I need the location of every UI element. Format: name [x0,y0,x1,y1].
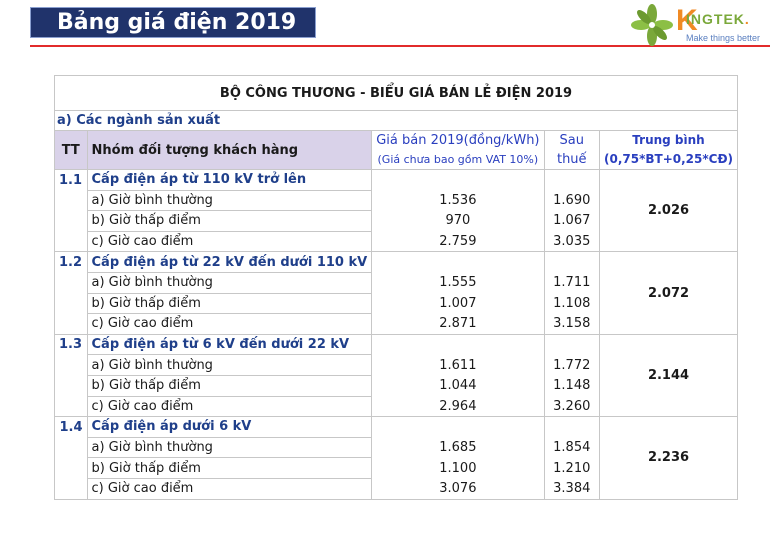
kingtek-logo [630,4,775,48]
group-number: 1.4 [55,417,88,438]
col-header-tax: Sau [544,131,600,151]
table-row: c) Giờ cao điểm 3.076 3.384 [55,478,738,499]
col-header-price: Giá bán 2019(đồng/kWh) [372,131,544,151]
table-row: c) Giờ cao điểm 2.759 3.035 [55,231,738,252]
group-average: 2.026 [600,170,738,252]
table-row: c) Giờ cao điểm 2.871 3.158 [55,314,738,335]
group-name: Cấp điện áp dưới 6 kV [87,417,372,438]
col-header-price-note: (Giá chưa bao gồm VAT 10%) [372,150,544,170]
group-name: Cấp điện áp từ 110 kV trở lên [87,170,372,191]
group-average: 2.072 [600,252,738,334]
logo-letter-k: K [676,4,698,37]
col-header-tt: TT [55,131,88,170]
group-name: Cấp điện áp từ 6 kV đến dưới 22 kV [87,334,372,355]
slide-title: Bảng giá điện 2019 [30,7,316,38]
group-average: 2.144 [600,334,738,416]
group-name: Cấp điện áp từ 22 kV đến dưới 110 kV [87,252,372,273]
col-header-tax-line2: thuế [544,150,600,170]
logo-name: INGTEK. [686,11,750,27]
table-row: a) Giờ bình thường 1.685 1.854 [55,437,738,458]
table-row: b) Giờ thấp điểm 1.044 1.148 [55,375,738,396]
table-row: b) Giờ thấp điểm 1.007 1.108 [55,293,738,314]
group-number: 1.2 [55,252,88,273]
table-row: c) Giờ cao điểm 2.964 3.260 [55,396,738,417]
table-row: a) Giờ bình thường 1.555 1.711 [55,272,738,293]
table-row: b) Giờ thấp điểm 970 1.067 [55,211,738,232]
col-header-avg: Trung bình [600,131,738,151]
table-row: b) Giờ thấp điểm 1.100 1.210 [55,458,738,479]
table-row: a) Giờ bình thường 1.536 1.690 [55,190,738,211]
group-number: 1.1 [55,170,88,191]
table-title: BỘ CÔNG THƯƠNG - BIỂU GIÁ BÁN LẺ ĐIỆN 2019 [55,76,738,111]
logo-tagline: Make things better [686,33,761,43]
price-table [54,75,738,500]
group-average: 2.236 [600,417,738,499]
group-number: 1.3 [55,334,88,355]
leaf-flower-icon [630,4,674,46]
table-row: a) Giờ bình thường 1.611 1.772 [55,355,738,376]
col-header-group: Nhóm đối tượng khách hàng [87,131,372,170]
section-label: a) Các ngành sản xuất [55,111,738,131]
col-header-avg-formula: (0,75*BT+0,25*CĐ) [600,150,738,170]
